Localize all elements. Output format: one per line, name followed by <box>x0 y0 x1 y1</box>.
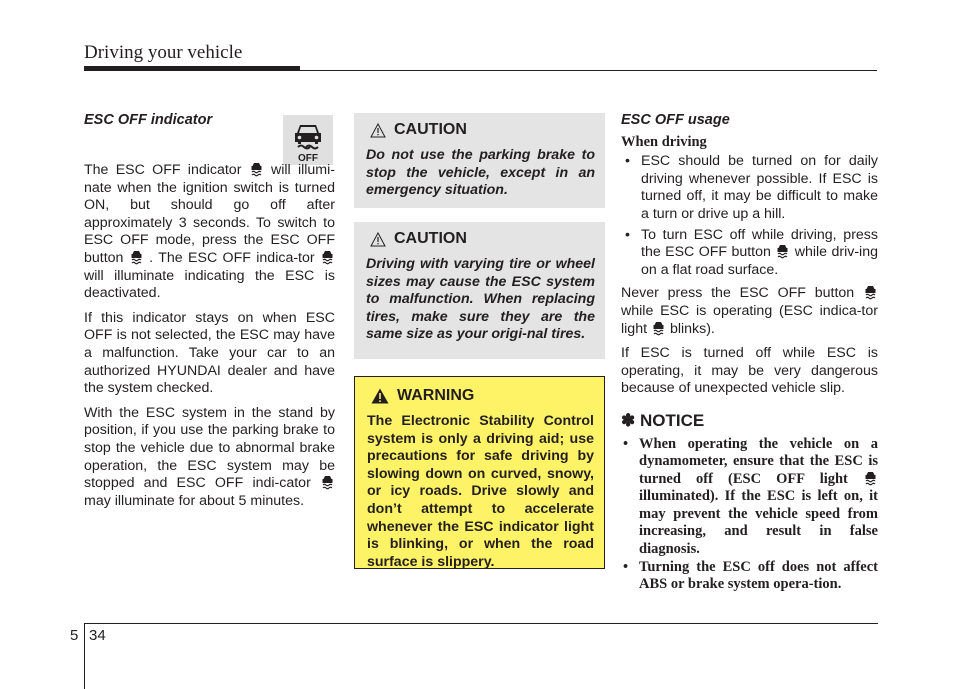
esc-off-symbol-icon <box>777 244 788 259</box>
esc-off-symbol-icon <box>653 321 664 336</box>
text-run: blinks). <box>669 320 715 337</box>
right-paragraph-2: If ESC is turned off while ESC is operating, it may be very dangerous because of unexpected vehicle slip. <box>621 345 878 397</box>
list-item: • ESC should be turned on for daily driving whenever possible. If ESC is turned off, it may be difficult to make a turn or drive up a hill. <box>621 153 878 223</box>
caution-triangle-icon <box>370 232 386 247</box>
caution-body: Driving with varying tire or wheel sizes may cause the ESC system to malfunction. When replacing tires, make sure they are the same size as your origi-nal tires. <box>366 256 595 343</box>
page-number: 34 <box>89 627 106 644</box>
esc-off-symbol-icon <box>131 250 142 265</box>
caution-box-tire-size <box>354 222 605 359</box>
caution-header <box>370 228 595 250</box>
esc-off-symbol-icon <box>865 285 876 300</box>
caution-header <box>370 119 595 141</box>
when-driving-subheading: When driving <box>621 133 707 150</box>
left-column <box>84 112 335 517</box>
text-run: . The ESC OFF indica-tor <box>149 249 315 266</box>
warning-box <box>354 376 605 569</box>
warning-triangle-icon <box>371 388 389 404</box>
header-rule <box>300 70 877 71</box>
page-header-title: Driving your vehicle <box>84 42 243 63</box>
esc-off-usage-heading: ESC OFF usage <box>621 112 730 128</box>
footer-divider <box>84 623 85 689</box>
esc-off-symbol-icon <box>251 162 262 177</box>
list-item: • Turning the ESC off does not affect ABS or brake system opera-tion. <box>621 559 878 594</box>
esc-off-symbol-icon <box>322 475 333 490</box>
esc-off-symbol-icon <box>865 471 876 486</box>
text-run: will illuminate indicating the ESC is deactivated. <box>84 267 335 302</box>
warning-header <box>371 385 594 407</box>
esc-off-indicator-heading: ESC OFF indicator <box>84 112 213 128</box>
warning-body: The Electronic Stability Control system is only a driving aid; use precautions for safe driving by slowing down on curved, snowy, or icy roads. Drive slowly and don’t attempt to accelerate whenever the ESC indicator light is blinking, or when the road surface is slippery. <box>367 413 594 570</box>
caution-triangle-icon <box>370 123 386 138</box>
esc-off-sign-label: OFF <box>298 153 318 164</box>
text-run: illuminated). If the ESC is left on, it may prevent the vehicle speed from increasing, and result in false diagnosis. <box>639 488 878 558</box>
notice-heading: ✽ NOTICE <box>621 410 705 430</box>
text-run: will illumi-nate when the ignition switch is turned ON, but should go off after approximately 3 seconds. To switch to ESC OFF mode, press the ESC OFF button <box>84 162 335 266</box>
left-paragraph-2: If this indicator stays on when ESC OFF is not selected, the ESC may have a malfunction. Take your car to an authorized HYUNDAI dealer and have the system checked. <box>84 309 335 397</box>
left-paragraph-3 <box>84 405 335 511</box>
list-item <box>621 227 878 280</box>
footer-rule <box>84 623 878 624</box>
chapter-number: 5 <box>70 627 79 644</box>
text-run: When operating the vehicle on a dynamometer, ensure that the ESC is turned off (ESC OFF light <box>639 435 878 487</box>
right-paragraph-1 <box>621 285 878 338</box>
text-run: To turn ESC off while driving, press the ESC OFF button <box>641 226 878 261</box>
text-run: The ESC OFF indicator <box>84 162 242 178</box>
list-item <box>621 436 878 559</box>
notice-list <box>621 436 878 594</box>
text-run: while ESC is operating (ESC indica-tor light <box>621 302 878 337</box>
text-run: while driv-ing on a flat road surface. <box>641 244 878 278</box>
text-run: may illuminate for about 5 minutes. <box>84 492 305 509</box>
right-column <box>621 112 878 594</box>
left-paragraph-1 <box>84 162 335 303</box>
header-bar <box>84 66 300 71</box>
esc-off-symbol-icon <box>322 250 333 265</box>
text-run: With the ESC system in the stand by position, if you use the parking brake to stop the vehicle due to abnormal brake operation, the ESC system may be stopped and ESC OFF indi-cator <box>84 404 335 492</box>
caution-box-parking-brake <box>354 113 605 208</box>
warning-title: WARNING <box>397 387 475 404</box>
driving-bullets <box>621 153 878 279</box>
text-run: Never press the ESC OFF button <box>621 285 855 302</box>
caution-title: CAUTION <box>394 121 467 138</box>
caution-title: CAUTION <box>394 230 467 247</box>
caution-body: Do not use the parking brake to stop the vehicle, except in an emergency situation. <box>366 147 595 199</box>
